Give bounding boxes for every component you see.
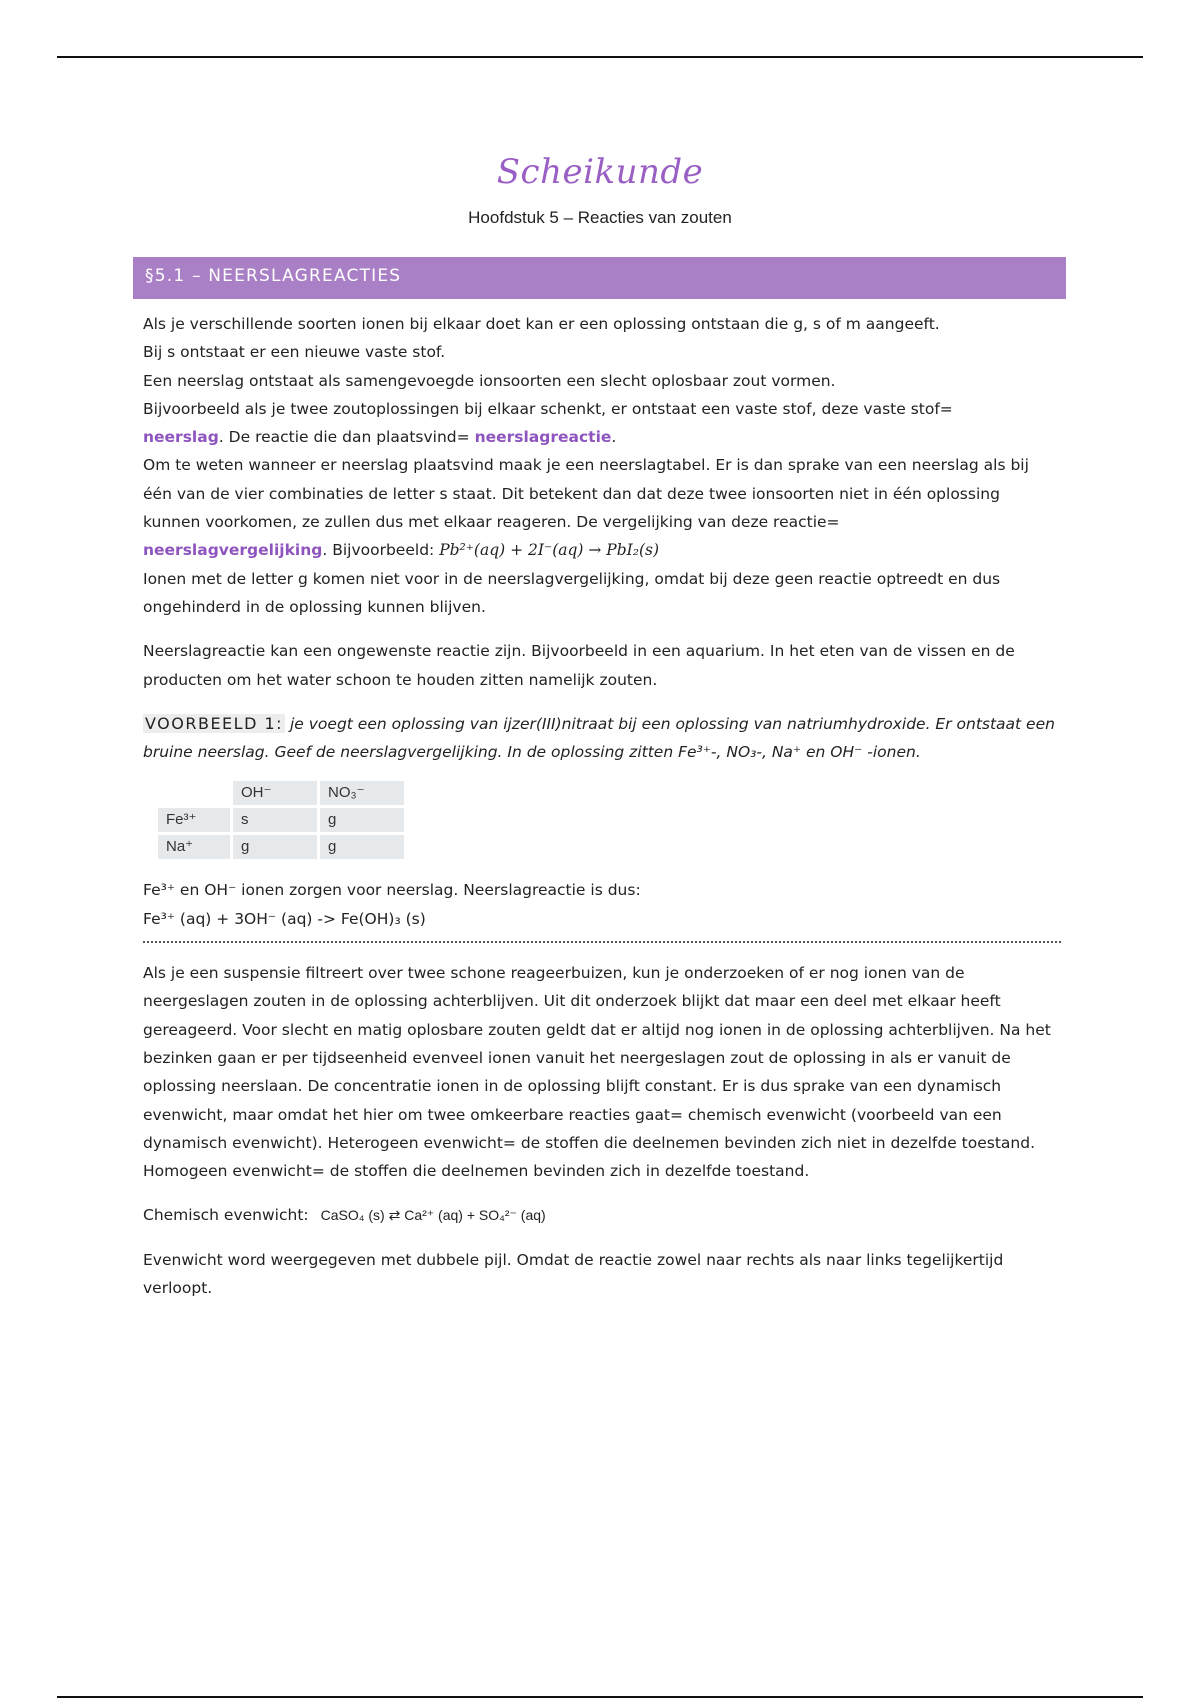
term-neerslagvergelijking: neerslagvergelijking: [143, 541, 323, 560]
example-1-text: je voegt een oplossing van ijzer(III)nitraat bij een oplossing van natriumhydroxide. Er ontstaat een bruine neerslag. Geef de neerslagvergelijking. In de oplossing zitten Fe³⁺-, NO₃-, Na⁺ en OH⁻ -ionen.: [143, 714, 1055, 762]
top-rule: [57, 56, 1143, 58]
result-line-1: Fe³⁺ en OH⁻ ionen zorgen voor neerslag. Neerslagreactie is dus:: [143, 881, 641, 900]
section-heading: §5.1 – NEERSLAGREACTIES: [133, 257, 1066, 299]
table-row-header: Na⁺: [158, 835, 230, 859]
table-row-header: Fe³⁺: [158, 808, 230, 832]
equilibrium-paragraph: Als je een suspensie filtreert over twee schone reageerbuizen, kun je onderzoeken of er nog ionen van de neergeslagen zouten in de oplossing achterblijven. Uit dit onderzoek blijkt dat maar een deel met elkaar heeft gereageerd. Voor slecht en matig oplosbare zouten geldt dat er altijd nog ionen in de oplossing achterblijven. Na het bezinken gaan er per tijdseenheid evenveel ionen vanuit het neergeslagen zout de oplossing in als er vanuit de oplossing neerslaan. De concentratie ionen in de oplossing blijft constant. Er is dus sprake van een dynamisch evenwicht, maar omdat het hier om twee omkeerbare reacties gaat= chemisch evenwicht (voorbeeld van een dynamisch evenwicht). Heterogeen evenwicht= de stoffen die deelnemen bevinden zich niet in dezelfde toestand. Homogeen evenwicht= de stoffen die deelnemen bevinden zich in dezelfde toestand.: [143, 964, 1051, 1181]
dotted-divider: [143, 935, 1061, 943]
example-formula: Pb²⁺(aq) + 2I⁻(aq) → PbI₂(s): [439, 541, 660, 560]
table-col-header: NO₃⁻: [320, 781, 404, 805]
table-col-header: OH⁻: [233, 781, 317, 805]
intro-line-5-end: .: [611, 428, 617, 447]
intro-line-5-mid: . De reactie die dan plaatsvind=: [218, 428, 475, 447]
intro-line-7: [143, 536, 1061, 564]
precipitation-table: [155, 778, 407, 862]
closing-paragraph: Evenwicht word weergegeven met dubbele pijl. Omdat de reactie zowel naar rechts als naar links tegelijkertijd verloopt.: [143, 1250, 1004, 1298]
document-title: Scheikunde: [496, 152, 704, 192]
chemical-equilibrium-equation: CaSO₄ (s) ⇄ Ca²⁺ (aq) + SO₄²⁻ (aq): [320, 1207, 546, 1224]
table-row: [158, 808, 404, 832]
table-corner: [158, 781, 230, 805]
intro-line-1: Als je verschillende soorten ionen bij elkaar doet kan er een oplossing ontstaan die g, s of m aangeeft.: [143, 315, 940, 333]
document-body: [143, 310, 1061, 1302]
chemical-equilibrium-line: [143, 1201, 1061, 1229]
term-neerslagreactie: neerslagreactie: [474, 428, 612, 447]
intro-line-3: Een neerslag ontstaat als samengevoegde ionsoorten een slecht oplosbaar zout vormen.: [143, 371, 836, 390]
chemical-equilibrium-label: Chemisch evenwicht:: [143, 1206, 309, 1225]
aquarium-paragraph: Neerslagreactie kan een ongewenste reactie zijn. Bijvoorbeeld in een aquarium. In het eten van de vissen en de producten om het water schoon te houden zitten namelijk zouten.: [143, 642, 1015, 689]
table-cell: g: [320, 835, 404, 859]
document-subtitle: Hoofdstuk 5 – Reacties van zouten: [468, 208, 732, 227]
result-line-2: Fe³⁺ (aq) + 3OH⁻ (aq) -> Fe(OH)₃ (s): [143, 909, 426, 928]
table-header-row: [158, 781, 404, 805]
intro-line-2: Bij s ontstaat er een nieuwe vaste stof.: [143, 343, 446, 362]
example-1-label: VOORBEELD 1:: [145, 713, 284, 733]
example-1-paragraph: [143, 710, 1061, 767]
term-neerslag: neerslag: [143, 428, 219, 447]
intro-line-8: Ionen met de letter g komen niet voor in de neerslagvergelijking, omdat bij deze geen reactie optreedt en dus ongehinderd in de oplossing kunnen blijven.: [143, 569, 1001, 616]
table-cell: g: [320, 808, 404, 832]
intro-line-6: Om te weten wanneer er neerslag plaatsvind maak je een neerslagtabel. Er is dan sprake van een neerslag als bij één van de vier combinaties de letter s staat. Dit betekent dan dat deze twee ionsoorten niet in één oplossing kunnen voorkomen, ze zullen dus met elkaar reageren. De vergelijking van deze reactie=: [143, 456, 1029, 532]
bottom-rule: [57, 1696, 1143, 1698]
intro-line-4: Bijvoorbeeld als je twee zoutoplossingen bij elkaar schenkt, er ontstaat een vaste stof, deze vaste stof=: [143, 399, 953, 418]
intro-line-5: [143, 423, 1061, 451]
table-row: [158, 835, 404, 859]
table-cell: g: [233, 835, 317, 859]
table-cell: s: [233, 808, 317, 832]
intro-line-7-mid: . Bijvoorbeeld:: [322, 541, 440, 560]
